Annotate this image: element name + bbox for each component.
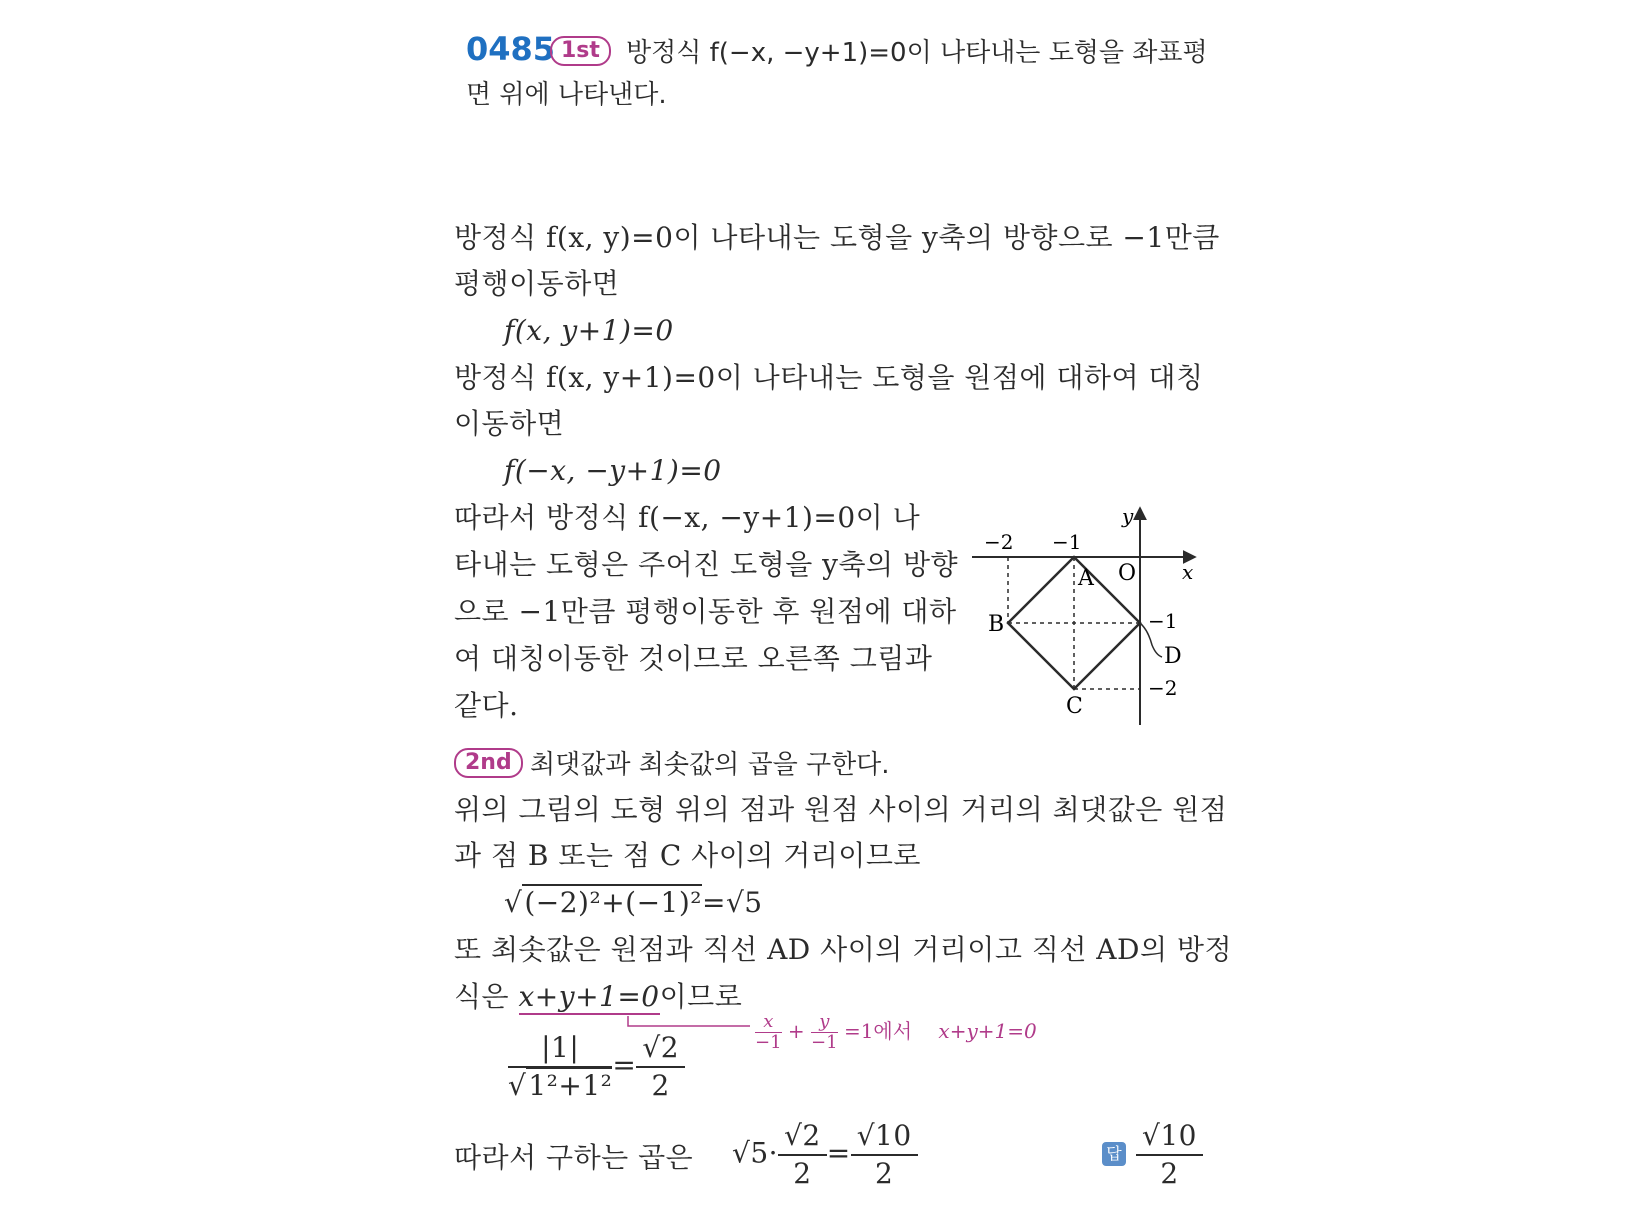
tick-label-x-minus-1: −1 xyxy=(1052,530,1082,554)
origin-label: O xyxy=(1118,561,1137,586)
coordinate-graph xyxy=(960,495,1210,735)
solution-line: 방정식 f(x, y)=0이 나타내는 도형을 y축의 방향으로 −1만큼 xyxy=(454,221,1220,254)
step-badge-2nd: 2nd xyxy=(454,748,523,778)
distance-fraction: $\frac{|1|}{\text{√1²+1²}}$ xyxy=(508,1031,613,1102)
solution-line: 평행이동하면 xyxy=(454,267,620,300)
annotation-fraction: $\frac{y}{-1}$ xyxy=(811,1011,838,1053)
point-label-a: A xyxy=(1078,566,1094,591)
equation: f(x, y+1)=0 xyxy=(504,314,674,347)
problem-text-line1: 방정식 f(−x, −y+1)=0이 나타내는 도형을 좌표평 xyxy=(626,38,1208,68)
solution-line: 이동하면 xyxy=(454,407,565,440)
point-label-b: B xyxy=(988,612,1005,637)
solution-line: 같다. xyxy=(454,689,519,722)
step-badge-1st: 1st xyxy=(550,36,611,66)
equation: f(−x, −y+1)=0 xyxy=(504,454,722,487)
text-prefix: 식은 xyxy=(454,980,519,1013)
solution-line: 으로 −1만큼 평행이동한 후 원점에 대하 xyxy=(454,595,957,628)
tick-label-x-minus-2: −2 xyxy=(984,530,1014,554)
equation-max-distance xyxy=(504,885,763,921)
point-label-d: D xyxy=(1164,644,1182,669)
solution-line: 과 점 B 또는 점 C 사이의 거리이므로 xyxy=(454,839,921,872)
answer-icon: 답 xyxy=(1102,1142,1126,1166)
solution-line-line-eq xyxy=(454,979,742,1015)
tick-label-y-minus-2: −2 xyxy=(1148,676,1178,700)
annotation-fraction: $\frac{x}{-1}$ xyxy=(755,1011,782,1053)
distance-result: $\frac{√2}{2}$ xyxy=(636,1030,685,1104)
axis-label-x: x xyxy=(1182,560,1194,584)
distance-formula: $\frac{|1|}{\text{√1²+1²}}$ = $\frac{√2}{2}$ xyxy=(508,1030,685,1104)
text-suffix: 이므로 xyxy=(659,980,743,1013)
equation-result: =√5 xyxy=(702,886,763,919)
problem-number: 0485 xyxy=(466,30,556,68)
step2-title: 최댓값과 최솟값의 곱을 구한다. xyxy=(530,750,890,780)
underlined-equation: x+y+1=0 xyxy=(518,980,660,1013)
solution-line: 따라서 방정식 f(−x, −y+1)=0이 나 xyxy=(454,501,921,534)
final-fraction-1: $\frac{√2}{2}$ xyxy=(778,1118,827,1192)
problem-text-line2: 면 위에 나타낸다. xyxy=(466,80,667,110)
sqrt-sign: √ xyxy=(504,886,523,919)
solution-line: 방정식 f(x, y+1)=0이 나타내는 도형을 원점에 대하여 대칭 xyxy=(454,361,1204,394)
solution-line: 여 대칭이동한 것이므로 오른쪽 그림과 xyxy=(454,642,933,675)
final-expression: √5· $\frac{√2}{2}$ = $\frac{√10}{2}$ xyxy=(732,1118,918,1192)
solution-line: 타내는 도형은 주어진 도형을 y축의 방향 xyxy=(454,548,959,581)
answer-value: $\frac{√10}{2}$ xyxy=(1136,1118,1203,1192)
axis-label-y: y xyxy=(1122,504,1134,528)
solution-line: 위의 그림의 도형 위의 점과 원점 사이의 거리의 최댓값은 원점 xyxy=(454,793,1228,826)
annotation-note: $\frac{x}{-1}$ + $\frac{y}{-1}$ =1에서 x+y+1=0 xyxy=(755,1011,1037,1053)
final-fraction-2: $\frac{√10}{2}$ xyxy=(851,1118,918,1192)
solution-line: 또 최솟값은 원점과 직선 AD 사이의 거리이고 직선 AD의 방정 xyxy=(454,933,1233,966)
tick-label-y-minus-1: −1 xyxy=(1148,609,1178,633)
sqrt-radicand: (−2)²+(−1)² xyxy=(524,886,702,919)
final-label: 따라서 구하는 곱은 xyxy=(454,1141,694,1174)
point-label-c: C xyxy=(1066,694,1083,719)
